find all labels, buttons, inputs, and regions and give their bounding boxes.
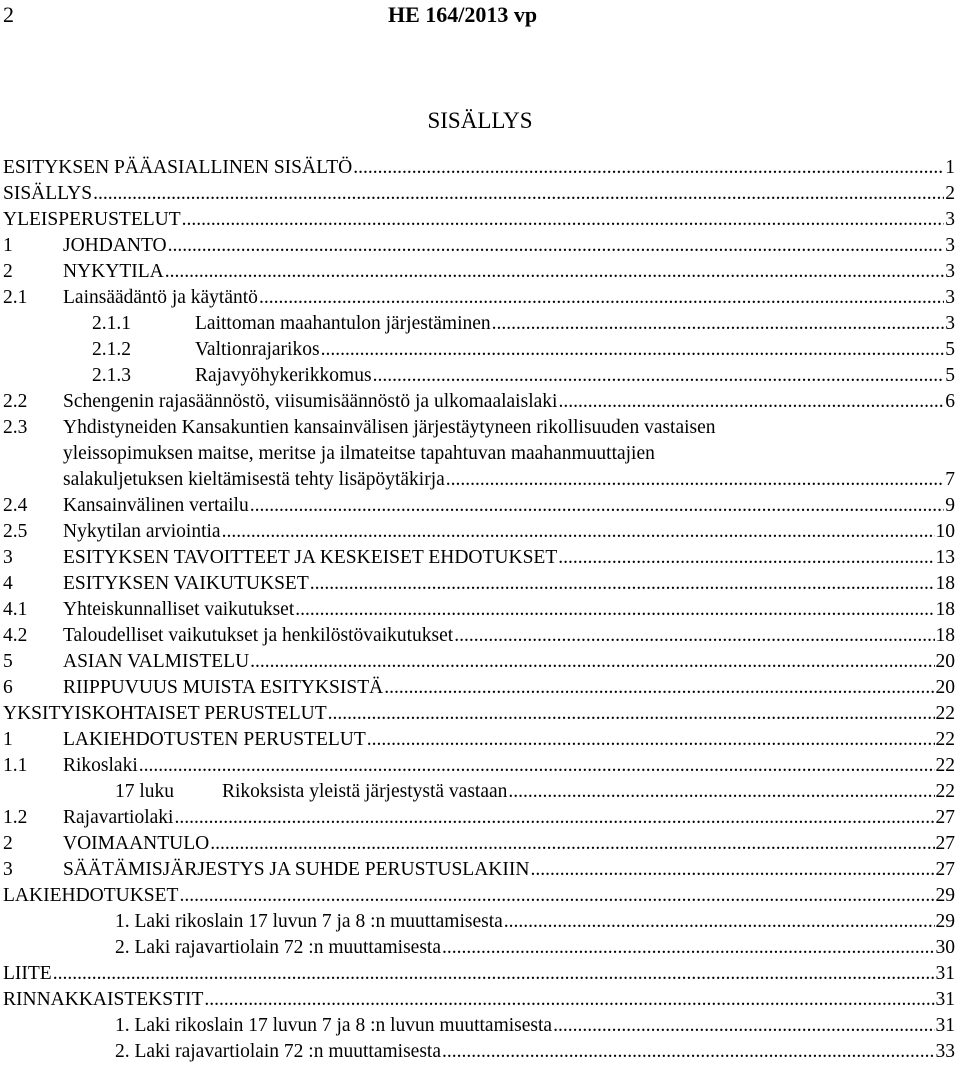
toc-entry-page: 3	[945, 313, 955, 334]
toc-entry-title: LIITE	[3, 963, 52, 984]
toc-entry[interactable]	[0, 623, 960, 649]
toc-entry[interactable]	[0, 909, 960, 935]
toc-entry-title: RIIPPUVUUS MUISTA ESITYKSISTÄ	[63, 677, 384, 698]
toc-entry-title: Rikoslaki	[63, 755, 138, 776]
toc-title-text: SISÄLLYS	[427, 108, 533, 133]
toc-entry-title: 2. Laki rajavartiolain 72 :n muuttamisesta	[115, 1041, 441, 1062]
dot-leader	[504, 909, 935, 935]
toc-entry[interactable]	[0, 701, 960, 727]
toc-entry-title: Yhteiskunnalliset vaikutukset	[63, 599, 295, 620]
toc-entry-number: 3	[3, 547, 13, 568]
dot-leader	[182, 207, 945, 233]
dot-leader	[222, 519, 935, 545]
dot-leader	[179, 883, 934, 909]
dot-leader	[174, 805, 934, 831]
toc-entry[interactable]	[0, 285, 960, 311]
toc-entry-number: 2.2	[3, 391, 28, 412]
toc-entry[interactable]	[0, 181, 960, 207]
toc-entry[interactable]	[0, 1013, 960, 1039]
toc-entry[interactable]	[0, 233, 960, 259]
toc-entry-number: 2.1.3	[92, 365, 131, 386]
toc-entry-title: YLEISPERUSTELUT	[3, 209, 181, 230]
toc-entry[interactable]	[0, 311, 960, 337]
toc-entry-page: 29	[935, 911, 955, 932]
toc-entry[interactable]	[0, 857, 960, 883]
toc-entry-page: 5	[945, 365, 955, 386]
toc-entry-number: 6	[3, 677, 13, 698]
dot-leader	[168, 233, 945, 259]
toc-entry-page: 1	[945, 157, 955, 178]
toc-entry[interactable]	[0, 155, 960, 181]
dot-leader	[442, 1039, 935, 1065]
toc-entry[interactable]	[0, 493, 960, 519]
toc-entry[interactable]	[0, 597, 960, 623]
toc-entry-title: Rajavyöhykerikkomus	[195, 365, 372, 386]
toc-entry[interactable]	[0, 649, 960, 675]
toc-entry-number: 5	[3, 651, 13, 672]
toc-entry-page: 10	[935, 521, 955, 542]
toc-entry-page: 31	[935, 1015, 955, 1036]
toc-entry-number: 4	[3, 573, 13, 594]
toc-entry-page: 22	[935, 703, 955, 724]
dot-leader	[353, 155, 944, 181]
toc-entry[interactable]	[0, 337, 960, 363]
dot-leader	[165, 259, 945, 285]
toc-entry-title: ESITYKSEN VAIKUTUKSET	[63, 573, 309, 594]
toc-entry-page: 27	[935, 859, 955, 880]
toc-entry[interactable]	[0, 805, 960, 831]
toc-entry-number: 2	[3, 833, 13, 854]
toc-entry-page: 20	[935, 677, 955, 698]
toc-entry-page: 22	[935, 755, 955, 776]
toc-entry-number: 2.1.2	[92, 339, 131, 360]
toc-entry-page: 9	[945, 495, 955, 516]
toc-entry-page: 22	[935, 729, 955, 750]
toc-entry-page: 5	[945, 339, 955, 360]
toc-entry-title: SÄÄTÄMISJÄRJESTYS JA SUHDE PERUSTUSLAKIIN	[63, 859, 530, 880]
toc-entry[interactable]	[0, 727, 960, 753]
dot-leader	[530, 857, 934, 883]
toc-entry-title: LAKIEHDOTUSTEN PERUSTELUT	[63, 729, 366, 750]
toc-entry-title: Schengenin rajasäännöstö, viisumisäännöstö ja ulkomaalaislaki	[63, 391, 558, 412]
toc-entry-title: Nykytilan arviointia	[63, 521, 221, 542]
toc-entry-title: Rikoksista yleistä järjestystä vastaan	[222, 781, 508, 802]
dot-leader	[328, 701, 935, 727]
toc-entry-number: 4.1	[3, 599, 28, 620]
toc-entry[interactable]	[0, 961, 960, 987]
toc-entry-page: 27	[935, 833, 955, 854]
toc-entry-page: 18	[935, 599, 955, 620]
toc-entry-title: 2. Laki rajavartiolain 72 :n muuttamisesta	[115, 937, 441, 958]
toc-entry-page: 31	[935, 989, 955, 1010]
dot-leader	[295, 597, 934, 623]
toc-entry-title: SISÄLLYS	[3, 183, 93, 204]
toc-entry-number: 1.1	[3, 755, 28, 776]
toc-entry[interactable]	[0, 545, 960, 571]
toc-entry-text-line: Yhdistyneiden Kansakuntien kansainvälisen järjestäytyneen rikollisuuden vastaisen	[63, 417, 716, 438]
toc-entry-page: 13	[935, 547, 955, 568]
dot-leader	[93, 181, 944, 207]
dot-leader	[367, 727, 935, 753]
toc-entry[interactable]	[0, 779, 960, 805]
toc-entry-title: Rajavartiolaki	[63, 807, 174, 828]
toc-entry-title: RINNAKKAISTEKSTIT	[3, 989, 204, 1010]
toc-entry[interactable]	[0, 675, 960, 701]
toc-entry[interactable]	[0, 519, 960, 545]
dot-leader	[446, 467, 944, 493]
toc-entry[interactable]	[0, 571, 960, 597]
dot-leader	[373, 363, 945, 389]
dot-leader	[321, 337, 945, 363]
toc-entry-page: 18	[935, 625, 955, 646]
toc-title	[0, 108, 960, 134]
dot-leader	[384, 675, 934, 701]
page-header	[0, 2, 960, 32]
toc-entry[interactable]	[0, 753, 960, 779]
toc-entry-title: ASIAN VALMISTELU	[63, 651, 250, 672]
toc-entry-page: 3	[945, 287, 955, 308]
dot-leader	[310, 571, 935, 597]
toc-entry[interactable]	[0, 935, 960, 961]
toc-entry-page: 2	[945, 183, 955, 204]
toc-entry-title: 1. Laki rikoslain 17 luvun 7 ja 8 :n luvun muuttamisesta	[115, 1015, 553, 1036]
toc-entry-number: 17 luku	[115, 781, 175, 802]
toc-entry-page: 18	[935, 573, 955, 594]
toc-entry-number: 3	[3, 859, 13, 880]
dot-leader	[204, 987, 934, 1013]
dot-leader	[553, 1013, 934, 1039]
toc-entry-number: 2.5	[3, 521, 28, 542]
toc-entry[interactable]	[0, 1039, 960, 1065]
toc-entry-number: 1	[3, 235, 13, 256]
toc-entry-title: LAKIEHDOTUKSET	[3, 885, 179, 906]
toc-entry-page: 22	[935, 781, 955, 802]
toc-entry-page: 7	[945, 469, 955, 490]
toc-entry-title: Lainsäädäntö ja käytäntö	[63, 287, 258, 308]
toc-entry-page: 31	[935, 963, 955, 984]
toc-entry-number: 2	[3, 261, 13, 282]
toc-entry[interactable]	[0, 363, 960, 389]
toc-entry-title: salakuljetuksen kieltämisestä tehty lisäpöytäkirja	[63, 469, 445, 490]
dot-leader	[139, 753, 935, 779]
dot-leader	[558, 545, 934, 571]
toc-entry[interactable]	[0, 415, 960, 493]
dot-leader	[558, 389, 944, 415]
toc-entry-page: 29	[935, 885, 955, 906]
toc-entry-number: 1	[3, 729, 13, 750]
toc-entry-title: YKSITYISKOHTAISET PERUSTELUT	[3, 703, 327, 724]
toc-entry-title: Kansainvälinen vertailu	[63, 495, 249, 516]
toc-entry[interactable]	[0, 987, 960, 1013]
toc-entry-page: 20	[935, 651, 955, 672]
toc-entry-page: 30	[935, 937, 955, 958]
dot-leader	[250, 493, 945, 519]
dot-leader	[259, 285, 944, 311]
toc-entry-page: 27	[935, 807, 955, 828]
toc-entry-page: 3	[945, 235, 955, 256]
toc-entry-title: Laittoman maahantulon järjestäminen	[195, 313, 491, 334]
toc-entry-title: ESITYKSEN PÄÄASIALLINEN SISÄLTÖ	[3, 157, 353, 178]
toc-entry-title: Valtionrajarikos	[195, 339, 320, 360]
toc-entry-text-line: yleissopimuksen maitse, meritse ja ilmateitse tapahtuvan maahanmuuttajien	[63, 443, 655, 464]
dot-leader	[250, 649, 934, 675]
table-of-contents	[0, 155, 960, 1065]
document-id: HE 164/2013 vp	[388, 2, 538, 27]
toc-entry-number: 2.1	[3, 287, 28, 308]
toc-entry[interactable]	[0, 389, 960, 415]
toc-entry-number: 1.2	[3, 807, 28, 828]
toc-entry-title: JOHDANTO	[63, 235, 167, 256]
toc-entry-page: 3	[945, 209, 955, 230]
toc-entry-title: NYKYTILA	[63, 261, 164, 282]
toc-entry[interactable]	[0, 831, 960, 857]
toc-entry-number: 4.2	[3, 625, 28, 646]
dot-leader	[442, 935, 935, 961]
toc-entry-title: ESITYKSEN TAVOITTEET JA KESKEISET EHDOTUKSET	[63, 547, 558, 568]
toc-entry-number: 2.4	[3, 495, 28, 516]
toc-entry-number: 2.3	[3, 417, 28, 438]
toc-entry[interactable]	[0, 207, 960, 233]
toc-entry-title: VOIMAANTULO	[63, 833, 210, 854]
dot-leader	[53, 961, 935, 987]
dot-leader	[210, 831, 934, 857]
toc-entry[interactable]	[0, 883, 960, 909]
toc-entry-title: 1. Laki rikoslain 17 luvun 7 ja 8 :n muuttamisesta	[115, 911, 503, 932]
toc-entry[interactable]	[0, 259, 960, 285]
dot-leader	[454, 623, 934, 649]
page-number: 2	[3, 2, 14, 27]
toc-entry-number: 2.1.1	[92, 313, 131, 334]
toc-entry-title: Taloudelliset vaikutukset ja henkilöstövaikutukset	[63, 625, 454, 646]
toc-entry-page: 6	[945, 391, 955, 412]
toc-entry-page: 33	[935, 1041, 955, 1062]
dot-leader	[508, 779, 934, 805]
toc-entry-page: 3	[945, 261, 955, 282]
dot-leader	[492, 311, 945, 337]
